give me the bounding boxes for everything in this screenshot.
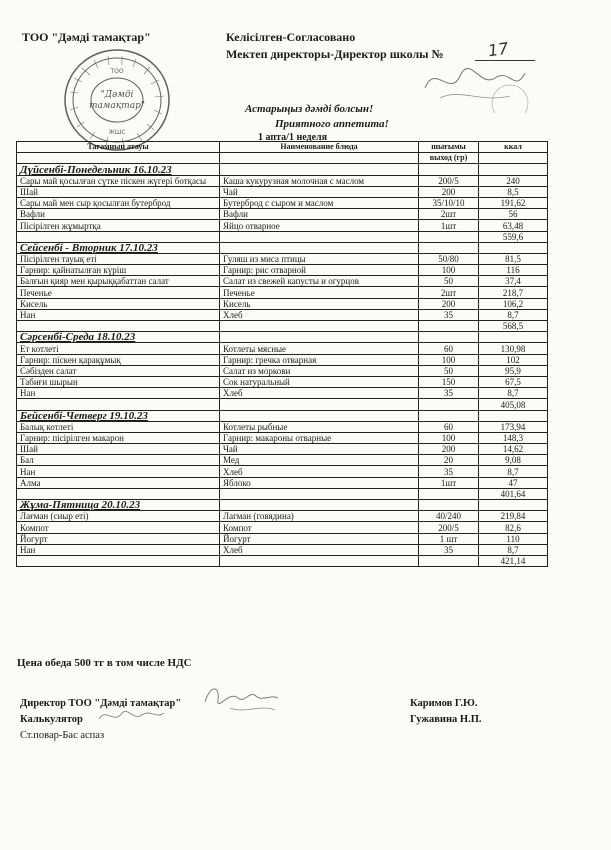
table-header-row [17, 142, 548, 153]
dish-kcal: 130,98 [479, 343, 548, 354]
dish-name-kz: Вафли [17, 209, 220, 220]
dish-kcal: 9,08 [479, 455, 548, 466]
empty-cell [419, 555, 479, 566]
dish-name-kz: Печенье [17, 287, 220, 298]
empty-cell [419, 500, 479, 511]
school-director-label: Мектеп директоры-Директор школы № [226, 47, 444, 61]
dish-name-kz: Балық котлеті [17, 421, 220, 432]
dish-yield: 35 [419, 544, 479, 555]
dish-name-ru: Гарнир: макароны отварные [220, 432, 419, 443]
table-row [17, 522, 548, 533]
dish-kcal: 218,7 [479, 287, 548, 298]
chef-label: Ст.повар-Бас аспаз [20, 730, 105, 741]
dish-kcal: 8,7 [479, 466, 548, 477]
dish-yield: 50 [419, 365, 479, 376]
table-row [17, 175, 548, 186]
empty-cell [220, 488, 419, 499]
dish-yield: 50 [419, 276, 479, 287]
dish-kcal: 81,5 [479, 253, 548, 264]
dish-kcal: 191,62 [479, 197, 548, 208]
dish-name-kz: Нан [17, 388, 220, 399]
table-row [17, 276, 548, 287]
dish-name-ru: Кисель [220, 298, 419, 309]
dish-kcal: 63,48 [479, 220, 548, 231]
empty-cell [220, 555, 419, 566]
wish-kz: Астарыңыз дәмді болсын! [245, 103, 374, 115]
dish-name-ru: Чай [220, 186, 419, 197]
dish-kcal: 37,4 [479, 276, 548, 287]
empty-cell [419, 488, 479, 499]
dish-yield: 60 [419, 343, 479, 354]
dish-yield: 200/5 [419, 175, 479, 186]
dish-kcal: 56 [479, 209, 548, 220]
dish-name-kz: Йогурт [17, 533, 220, 544]
table-row [17, 343, 548, 354]
dish-name-kz: Гарнир: піскен қарақұмық [17, 354, 220, 365]
menu-table [16, 141, 548, 567]
day-title: Жұма-Пятница 20.10.23 [17, 500, 220, 511]
dish-yield: 40/240 [419, 511, 479, 522]
dish-yield: 200 [419, 444, 479, 455]
dish-kcal: 219,84 [479, 511, 548, 522]
empty-cell [17, 231, 220, 242]
table-row [17, 287, 548, 298]
dish-yield: 60 [419, 421, 479, 432]
day-total-kcal: 401,64 [479, 488, 548, 499]
dish-yield: 50/80 [419, 253, 479, 264]
day-total-kcal: 421,14 [479, 555, 548, 566]
company-seal [62, 48, 172, 153]
dish-kcal: 102 [479, 354, 548, 365]
dish-kcal: 8,7 [479, 544, 548, 555]
table-row [17, 209, 548, 220]
table-row [17, 466, 548, 477]
dish-name-kz: Гарнир: пісірілген макарон [17, 432, 220, 443]
table-row [17, 421, 548, 432]
empty-cell [479, 164, 548, 175]
dish-yield: 1шт [419, 220, 479, 231]
day-total-kcal: 405,08 [479, 399, 548, 410]
school-number: 17 [486, 38, 510, 61]
day-title-row [17, 242, 548, 253]
day-total-row [17, 321, 548, 332]
dish-name-kz: Шай [17, 186, 220, 197]
empty-cell [419, 332, 479, 343]
day-title-row [17, 164, 548, 175]
lunch-price: Цена обеда 500 тг в том числе НДС [17, 657, 192, 669]
dish-yield: 100 [419, 354, 479, 365]
day-total-kcal: 568,5 [479, 321, 548, 332]
empty-cell [220, 231, 419, 242]
dish-name-ru: Яблоко [220, 477, 419, 488]
seal-abbr-top: ТОО [110, 68, 124, 75]
dish-name-ru: Котлеты рыбные [220, 421, 419, 432]
day-total-row [17, 231, 548, 242]
director-name: Каримов Г.Ю. [410, 698, 478, 709]
dish-kcal: 240 [479, 175, 548, 186]
dish-name-ru: Чай [220, 444, 419, 455]
day-title-row [17, 410, 548, 421]
day-total-row [17, 399, 548, 410]
dish-name-kz: Алма [17, 477, 220, 488]
calculator-label: Калькулятор [20, 714, 83, 725]
calculator-name: Гужавина Н.П. [410, 714, 482, 725]
dish-name-ru: Гуляш из миса птицы [220, 253, 419, 264]
table-row [17, 376, 548, 387]
dish-kcal: 8,7 [479, 309, 548, 320]
table-row [17, 220, 548, 231]
table-row [17, 533, 548, 544]
dish-name-ru: Салат из свежей капусты и огурцов [220, 276, 419, 287]
dish-kcal: 8,7 [479, 388, 548, 399]
dish-name-ru: Вафли [220, 209, 419, 220]
table-row [17, 298, 548, 309]
table-row [17, 365, 548, 376]
dish-name-kz: Нан [17, 466, 220, 477]
dish-name-kz: Шай [17, 444, 220, 455]
empty-cell [419, 321, 479, 332]
dish-name-kz: Балғын қияр мен қырыққабаттан салат [17, 276, 220, 287]
table-row [17, 432, 548, 443]
school-stamp-signature [420, 58, 530, 113]
seal-name-2: тамақтар" [89, 101, 145, 111]
day-total-row [17, 555, 548, 566]
empty-cell [419, 399, 479, 410]
dish-name-ru: Бутерброд с сыром и маслом [220, 197, 419, 208]
dish-name-ru: Компот [220, 522, 419, 533]
table-row [17, 253, 548, 264]
dish-name-kz: Табиғи шырын [17, 376, 220, 387]
dish-kcal: 14,62 [479, 444, 548, 455]
dish-kcal: 148,3 [479, 432, 548, 443]
dish-yield: 150 [419, 376, 479, 387]
empty-cell [220, 410, 419, 421]
day-total-kcal: 559,6 [479, 231, 548, 242]
dish-kcal: 95,9 [479, 365, 548, 376]
empty-cell [220, 500, 419, 511]
col-header-yield-kz: шығымы [419, 142, 479, 153]
dish-name-ru: Хлеб [220, 309, 419, 320]
day-title: Сейсенбі - Вторник 17.10.23 [17, 242, 220, 253]
dish-name-ru: Каша кукурузная молочная с маслом [220, 175, 419, 186]
wish-ru: Приятного аппетита! [275, 118, 389, 130]
col-header-ru: Наименование блюда [220, 142, 419, 153]
empty-cell [419, 231, 479, 242]
dish-name-ru: Котлеты мясные [220, 343, 419, 354]
approval-label: Келісілген-Согласовано [226, 30, 356, 44]
dish-name-kz: Кисель [17, 298, 220, 309]
dish-name-ru: Сок натуральный [220, 376, 419, 387]
dish-name-ru: Печенье [220, 287, 419, 298]
seal-abbr-bottom: ЖШС [108, 129, 126, 136]
dish-yield: 20 [419, 455, 479, 466]
dish-name-kz: Нан [17, 309, 220, 320]
col-header-kz: Тағамның атауы [17, 142, 220, 153]
day-title: Дүйсенбі-Понедельник 16.10.23 [17, 164, 220, 175]
seal-name-1: "Дәмді [100, 90, 134, 100]
empty-cell [479, 410, 548, 421]
dish-yield: 1 шт [419, 533, 479, 544]
empty-cell [479, 332, 548, 343]
director-signature [200, 680, 280, 720]
dish-yield: 2шт [419, 209, 479, 220]
dish-name-ru: Яйцо отварное [220, 220, 419, 231]
dish-yield: 200 [419, 298, 479, 309]
table-row [17, 477, 548, 488]
dish-name-ru: Мед [220, 455, 419, 466]
day-total-row [17, 488, 548, 499]
table-row [17, 265, 548, 276]
org-name: ТОО "Дәмді тамақтар" [22, 30, 151, 44]
table-row [17, 309, 548, 320]
table-row [17, 455, 548, 466]
dish-name-kz: Лағман (сиыр еті) [17, 511, 220, 522]
dish-name-ru: Гарнир: рис отварной [220, 265, 419, 276]
dish-name-ru: Хлеб [220, 466, 419, 477]
empty-cell [419, 410, 479, 421]
dish-kcal: 106,2 [479, 298, 548, 309]
dish-yield: 100 [419, 432, 479, 443]
empty-cell [220, 321, 419, 332]
dish-kcal: 8,5 [479, 186, 548, 197]
col-header-yield-ru: выход (гр) [419, 153, 479, 164]
table-row [17, 388, 548, 399]
empty-cell [17, 488, 220, 499]
day-title: Сәрсенбі-Среда 18.10.23 [17, 332, 220, 343]
table-row [17, 354, 548, 365]
dish-yield: 35 [419, 309, 479, 320]
dish-name-ru: Салат из моркови [220, 365, 419, 376]
dish-yield: 100 [419, 265, 479, 276]
dish-name-ru: Хлеб [220, 388, 419, 399]
dish-name-kz: Сәбізден салат [17, 365, 220, 376]
dish-yield: 200 [419, 186, 479, 197]
empty-cell [479, 242, 548, 253]
empty-cell [220, 332, 419, 343]
dish-kcal: 67,5 [479, 376, 548, 387]
dish-name-ru: Хлеб [220, 544, 419, 555]
empty-cell [479, 500, 548, 511]
dish-kcal: 82,6 [479, 522, 548, 533]
dish-yield: 2шт [419, 287, 479, 298]
director-label: Директор ТОО "Дәмді тамақтар" [20, 698, 182, 709]
dish-yield: 35/10/10 [419, 197, 479, 208]
empty-cell [419, 164, 479, 175]
table-header-row-2 [17, 153, 548, 164]
dish-name-kz: Сары май қосылған сүтке піскен жүгері ботқасы [17, 175, 220, 186]
dish-name-ru: Лагман (говядина) [220, 511, 419, 522]
dish-name-kz: Сары май мен сыр қосылған бутерброд [17, 197, 220, 208]
calculator-signature [96, 705, 166, 727]
dish-name-kz: Компот [17, 522, 220, 533]
dish-kcal: 116 [479, 265, 548, 276]
dish-yield: 200/5 [419, 522, 479, 533]
table-row [17, 197, 548, 208]
dish-kcal: 47 [479, 477, 548, 488]
dish-name-kz: Ет котлеті [17, 343, 220, 354]
empty-cell [17, 555, 220, 566]
day-title-row [17, 500, 548, 511]
empty-cell [220, 242, 419, 253]
table-row [17, 511, 548, 522]
table-row [17, 544, 548, 555]
empty-cell [419, 242, 479, 253]
empty-cell [17, 399, 220, 410]
table-row [17, 444, 548, 455]
dish-name-kz: Гарнир: қайнатылған күріш [17, 265, 220, 276]
dish-yield: 1шт [419, 477, 479, 488]
day-title: Бейсенбі-Четверг 19.10.23 [17, 410, 220, 421]
dish-name-kz: Нан [17, 544, 220, 555]
dish-kcal: 110 [479, 533, 548, 544]
dish-name-ru: Гарнир: гречка отварная [220, 354, 419, 365]
empty-cell [220, 399, 419, 410]
dish-yield: 35 [419, 466, 479, 477]
table-row [17, 186, 548, 197]
dish-name-kz: Бал [17, 455, 220, 466]
dish-yield: 35 [419, 388, 479, 399]
col-header-kcal: ккал [479, 142, 548, 153]
empty-cell [17, 321, 220, 332]
dish-name-ru: Йогурт [220, 533, 419, 544]
dish-name-kz: Пісірілген жұмыртқа [17, 220, 220, 231]
dish-kcal: 173,94 [479, 421, 548, 432]
day-title-row [17, 332, 548, 343]
empty-cell [220, 164, 419, 175]
week-label: 1 апта/1 неделя [258, 132, 328, 143]
dish-name-kz: Пісірілген тауық еті [17, 253, 220, 264]
